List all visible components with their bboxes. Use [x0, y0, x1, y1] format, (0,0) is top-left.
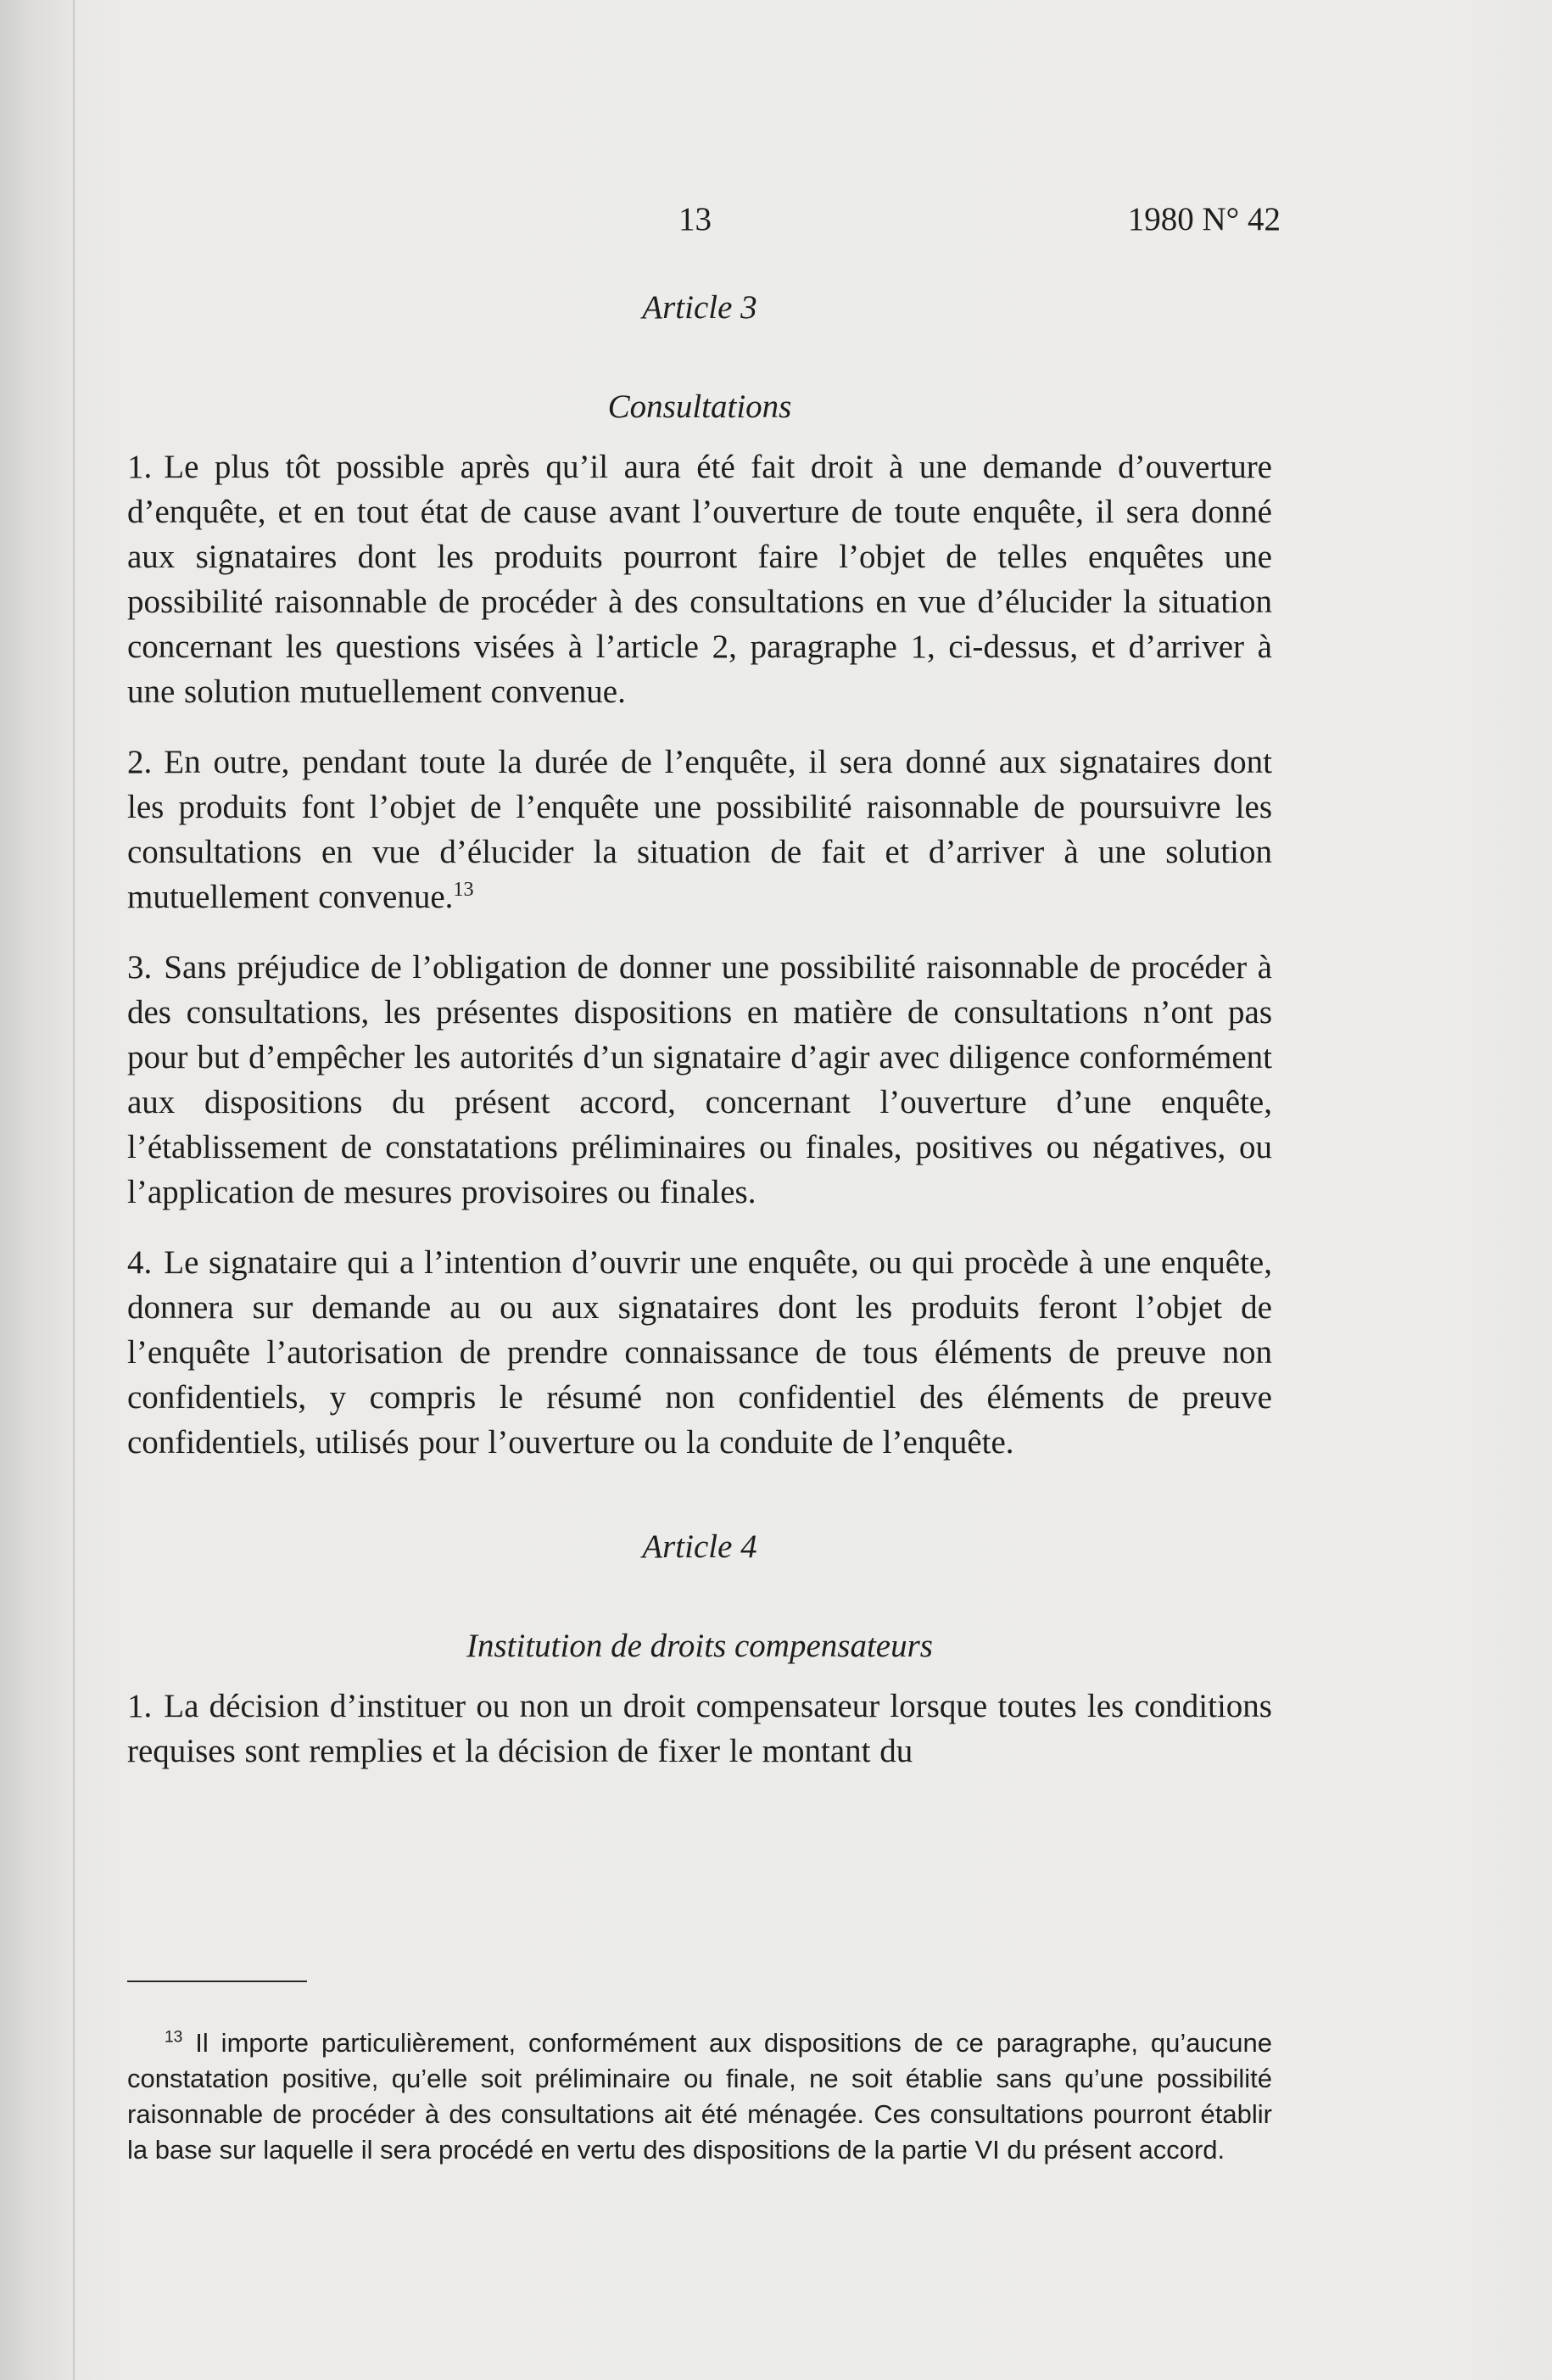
- article-4-paragraph-1: [127, 1684, 1272, 1774]
- article-3: [127, 285, 1272, 1465]
- article-3-paragraph-4: [127, 1240, 1272, 1465]
- article-3-title: Article 3: [642, 289, 757, 326]
- binding-shadow: [0, 0, 76, 2380]
- article-4-title: Article 4: [642, 1528, 757, 1565]
- paragraph-text: La décision d’instituer ou non un droit compensateur lorsque toutes les conditions requises sont remplies et la décision de fixer le montant du: [127, 1688, 1272, 1769]
- paragraph-number: 2.: [127, 744, 153, 780]
- page-header: [0, 200, 1552, 243]
- paragraph-number: 1.: [127, 1688, 153, 1724]
- paragraph-text: Sans préjudice de l’obligation de donner une possibilité raisonnable de procéder à des consultations, les présentes dispositions en matière de consultations n’ont pas pour but d’empêcher les autorités d’un signataire d’agir avec diligence conformément aux dispositions du présent accord, concernant l’ouverture d’une enquête, l’établissement de constatations préliminaires ou finales, positives ou négatives, ou l’application de mesures provisoires ou finales.: [127, 949, 1272, 1210]
- footnote-13: [127, 2025, 1272, 2168]
- gutter-line: [73, 0, 75, 2380]
- article-3-paragraph-3: [127, 945, 1272, 1215]
- document-reference: 1980 N° 42: [1127, 201, 1281, 237]
- article-3-paragraph-2: [127, 740, 1272, 919]
- paragraph-text: En outre, pendant toute la durée de l’enquête, il sera donné aux signataires dont les produits font l’objet de l’enquête une possibilité raisonnable de poursuivre les consultations en vue d’élucider la situation de fait et d’arriver à une solution mutuellement convenue.: [127, 744, 1272, 915]
- footnote-text: Il importe particulièrement, conformément aux dispositions de ce paragraphe, qu’aucune constatation positive, qu’elle soit préliminaire ou finale, ne soit établie sans qu’une possibilité raisonnable de procéder à des consultations ait été ménagée. Ces consultations pourront établir la base sur laquelle il sera procédé en vertu des dispositions de la partie VI du présent accord.: [127, 2028, 1272, 2165]
- paragraph-text: Le signataire qui a l’intention d’ouvrir une enquête, ou qui procède à une enquête, donnera sur demande au ou aux signataires dont les produits feront l’objet de l’enquête l’autorisation de prendre connaissance de tous éléments de preuve non confidentiels, y compris le résumé non confidentiel des éléments de preuve confidentiels, utilisés pour l’ouverture ou la conduite de l’enquête.: [127, 1244, 1272, 1461]
- article-spacer: [127, 1490, 1272, 1524]
- footnote-number: 13: [165, 2028, 183, 2047]
- footnote-divider: [127, 1981, 307, 1982]
- article-4-subtitle: Institution de droits compensateurs: [466, 1628, 933, 1664]
- article-4: [127, 1524, 1272, 1774]
- main-content: [127, 285, 1272, 1799]
- paragraph-text: Le plus tôt possible après qu’il aura été fait droit à une demande d’ouverture d’enquête, et en tout état de cause avant l’ouverture de toute enquête, il sera donné aux signataires dont les produits pourront faire l’objet de telles enquêtes une possibilité raisonnable de procéder à des consultations en vue d’élucider la situation concernant les questions visées à l’article 2, paragraphe 1, ci-dessus, et d’arriver à une solution mutuellement convenue.: [127, 449, 1272, 710]
- article-3-paragraph-1: [127, 444, 1272, 714]
- page-number: 13: [678, 201, 712, 237]
- paragraph-number: 3.: [127, 949, 153, 986]
- article-3-subtitle: Consultations: [607, 388, 792, 425]
- paragraph-number: 4.: [127, 1244, 153, 1281]
- footnote-reference: 13: [453, 878, 474, 901]
- paragraph-number: 1.: [127, 449, 153, 485]
